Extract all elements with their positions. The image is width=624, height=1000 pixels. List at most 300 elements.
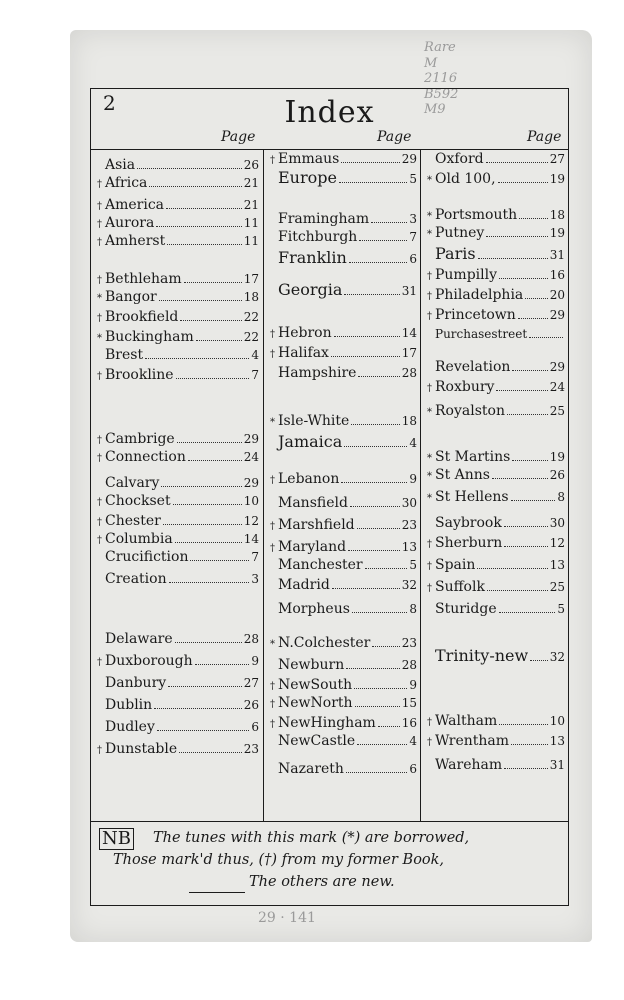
leader-dots (512, 370, 547, 371)
leader-dots (358, 376, 399, 377)
entry-mark: † (270, 543, 275, 554)
entry-page: 19 (549, 226, 565, 240)
entry-name: St Hellens (435, 489, 509, 505)
index-header (91, 86, 568, 147)
entry-name: Cambrige (105, 431, 175, 447)
leader-dots (504, 768, 548, 769)
index-entry (427, 328, 565, 340)
index-entry (427, 308, 565, 322)
entry-mark: * (427, 175, 432, 186)
index-entry (427, 208, 565, 222)
index-entry (270, 734, 417, 748)
entry-name: Europe (278, 168, 337, 187)
entry-page: 16 (401, 716, 417, 730)
entry-mark: † (97, 745, 102, 756)
entry-name: Amherst (105, 233, 166, 249)
leader-dots (332, 588, 400, 589)
entry-mark: † (97, 201, 102, 212)
entry-name: Chockset (105, 493, 171, 509)
entry-page: 31 (549, 248, 565, 262)
entry-mark: † (97, 453, 102, 464)
entry-page: 13 (401, 540, 417, 554)
leader-dots (371, 222, 407, 223)
nb-label: NB (99, 828, 134, 850)
entry-page: 28 (243, 632, 259, 646)
entry-name: Paris (435, 244, 476, 263)
entry-mark: * (270, 639, 275, 650)
index-entry (427, 580, 565, 594)
leader-dots (163, 524, 242, 525)
entry-name: Wrentham (435, 733, 510, 749)
entry-page: 23 (243, 742, 259, 756)
entry-page: 22 (243, 310, 259, 324)
entry-page: 23 (401, 636, 417, 650)
leader-dots (154, 708, 242, 709)
entry-name: Putney (435, 225, 485, 241)
entry-mark: † (97, 179, 102, 190)
index-entry (427, 490, 565, 504)
leader-dots (339, 182, 407, 183)
entry-page: 17 (401, 346, 417, 360)
leader-dots (518, 318, 548, 319)
index-entry (427, 152, 565, 166)
index-entry (427, 380, 565, 394)
entry-mark: † (427, 561, 432, 572)
entry-page: 10 (243, 494, 259, 508)
leader-dots (137, 168, 242, 169)
index-entry (270, 212, 417, 226)
footnote-line-1: The tunes with this mark (*) are borrowed, (153, 830, 470, 846)
index-entry (97, 310, 259, 324)
entry-name: Royalston (435, 403, 505, 419)
leader-dots (507, 414, 548, 415)
index-entry (97, 234, 259, 248)
index-frame (90, 88, 569, 906)
entry-mark: † (427, 383, 432, 394)
entry-page: 32 (401, 578, 417, 592)
entry-page: 11 (243, 234, 259, 248)
bottom-pencil-note: 29 · 141 (258, 910, 316, 926)
leader-dots (478, 258, 548, 259)
entry-page: 6 (409, 252, 417, 266)
entry-mark: † (427, 539, 432, 550)
entry-page: 27 (243, 676, 259, 690)
leader-dots (511, 500, 556, 501)
index-entry (270, 250, 417, 266)
index-entry (97, 550, 259, 564)
entry-name: Sturidge (435, 601, 497, 617)
entry-page: 4 (251, 348, 259, 362)
page-number: 2 (103, 91, 116, 115)
entry-name: Dublin (105, 697, 153, 713)
leader-dots (341, 162, 399, 163)
index-entry (270, 472, 417, 486)
index-entry (97, 698, 259, 712)
entry-mark: † (270, 475, 275, 486)
leader-dots (156, 226, 241, 227)
entry-name: Wareham (435, 757, 503, 773)
index-entry (270, 414, 417, 428)
entry-mark: † (270, 699, 275, 710)
entry-name: Suffolk (435, 579, 485, 595)
entry-name: Delaware (105, 631, 173, 647)
leader-dots (498, 182, 548, 183)
entry-name: Dunstable (105, 741, 178, 757)
index-entry (270, 558, 417, 572)
leader-dots (529, 337, 563, 338)
entry-page: 13 (549, 558, 565, 572)
entry-page: 24 (243, 450, 259, 464)
entry-name: N.Colchester (278, 635, 371, 651)
index-entry (270, 696, 417, 710)
index-entry (97, 176, 259, 190)
leader-dots (486, 236, 547, 237)
entry-page: 18 (401, 414, 417, 428)
entry-page: 8 (409, 602, 417, 616)
leader-dots (499, 724, 547, 725)
entry-name: Manchester (278, 557, 363, 573)
index-entry (427, 226, 565, 240)
entry-page: 10 (549, 714, 565, 728)
entry-page: 14 (243, 532, 259, 546)
entry-mark: † (427, 583, 432, 594)
entry-page: 7 (409, 230, 417, 244)
leader-dots (166, 208, 242, 209)
entry-mark: * (270, 417, 275, 428)
entry-name: Portsmouth (435, 207, 518, 223)
index-entry (97, 654, 259, 668)
index-entry (427, 450, 565, 464)
entry-name: Trinity-new (435, 646, 529, 665)
entry-name: Hampshire (278, 365, 357, 381)
leader-dots (175, 542, 242, 543)
index-entry (270, 152, 417, 166)
entry-name: Duxborough (105, 653, 193, 669)
entry-page: 4 (409, 436, 417, 450)
leader-dots (173, 504, 242, 505)
entry-name: Georgia (278, 280, 343, 299)
entry-name: Maryland (278, 539, 347, 555)
entry-name: Old 100, (435, 171, 496, 187)
leader-dots (477, 568, 547, 569)
entry-page: 29 (401, 152, 417, 166)
index-entry (97, 368, 259, 382)
leader-dots (349, 262, 408, 263)
leader-dots (179, 752, 242, 753)
entry-page: 26 (549, 468, 565, 482)
index-entry (270, 366, 417, 380)
entry-name: Bethleham (105, 271, 182, 287)
entry-mark: † (270, 155, 275, 166)
entry-page: 31 (549, 758, 565, 772)
leader-dots (357, 528, 400, 529)
entry-mark: † (427, 737, 432, 748)
entry-name: Mansfield (278, 495, 348, 511)
entry-mark: * (97, 293, 102, 304)
index-entry (270, 170, 417, 186)
entry-page: 14 (401, 326, 417, 340)
leader-dots (167, 244, 242, 245)
entry-page: 32 (549, 650, 565, 664)
index-entry (97, 330, 259, 344)
entry-page: 20 (549, 288, 565, 302)
index-entry (97, 272, 259, 286)
entry-mark: † (270, 719, 275, 730)
index-entry (270, 578, 417, 592)
library-note-line: Rare (424, 40, 456, 55)
entry-mark: † (97, 435, 102, 446)
entry-page: 24 (549, 380, 565, 394)
entry-name: Waltham (435, 713, 498, 729)
leader-dots (157, 730, 249, 731)
index-entry (97, 198, 259, 212)
entry-page: 5 (557, 602, 565, 616)
library-note-line: B592 (424, 86, 459, 102)
index-entry (270, 346, 417, 360)
entry-name: Creation (105, 571, 167, 587)
entry-name: Sherburn (435, 535, 503, 551)
entry-name: Bangor (105, 289, 157, 305)
index-entry (427, 536, 565, 550)
entry-name: Saybrook (435, 515, 502, 531)
index-entry (427, 714, 565, 728)
leader-dots (331, 356, 400, 357)
leader-dots (512, 460, 547, 461)
entry-mark: † (427, 291, 432, 302)
index-entry (97, 494, 259, 508)
entry-name: Pumpilly (435, 267, 498, 283)
entry-name: Newburn (278, 657, 345, 673)
entry-mark: † (97, 497, 102, 508)
index-entry (270, 434, 417, 450)
entry-mark: † (270, 329, 275, 340)
leader-dots (492, 478, 548, 479)
index-entry (427, 404, 565, 418)
index-entry (97, 158, 259, 172)
entry-page: 6 (251, 720, 259, 734)
entry-name: Nazareth (278, 761, 344, 777)
index-entry (97, 514, 259, 528)
leader-dots (188, 460, 242, 461)
entry-mark: † (270, 521, 275, 532)
index-entry (427, 288, 565, 302)
index-entry (97, 720, 259, 734)
index-entry (97, 676, 259, 690)
leader-dots (351, 424, 399, 425)
entry-name: Dudley (105, 719, 155, 735)
entry-name: Brookfield (105, 309, 179, 325)
leader-dots (352, 612, 407, 613)
index-columns (91, 149, 568, 822)
entry-page: 8 (557, 490, 565, 504)
index-column-3 (420, 150, 569, 822)
entry-page: 29 (243, 476, 259, 490)
leader-dots (168, 686, 242, 687)
leader-dots (354, 688, 407, 689)
column-heading-2: Page (377, 129, 412, 145)
leader-dots (346, 772, 407, 773)
entry-name: Brest (105, 347, 144, 363)
leader-dots (341, 482, 407, 483)
column-heading-3: Page (527, 129, 562, 145)
footnote-line-3: The others are new. (249, 874, 395, 890)
entry-page: 29 (243, 432, 259, 446)
entry-page: 5 (409, 558, 417, 572)
entry-page: 9 (251, 654, 259, 668)
entry-name: Lebanon (278, 471, 340, 487)
leader-dots (159, 300, 242, 301)
entry-name: Oxford (435, 151, 484, 167)
leader-dots (359, 240, 407, 241)
entry-page: 3 (409, 212, 417, 226)
index-entry (270, 518, 417, 532)
entry-mark: † (97, 313, 102, 324)
leader-dots (504, 546, 547, 547)
index-entry (427, 648, 565, 664)
entry-mark: * (427, 229, 432, 240)
entry-page: 9 (409, 678, 417, 692)
entry-page: 7 (251, 550, 259, 564)
index-entry (270, 326, 417, 340)
index-entry (427, 602, 565, 616)
index-entry (427, 268, 565, 282)
entry-name: Princetown (435, 307, 516, 323)
entry-name: Crucifiction (105, 549, 189, 565)
leader-dots (145, 358, 249, 359)
leader-dots (344, 446, 407, 447)
index-entry (270, 678, 417, 692)
entry-name: Hebron (278, 325, 332, 341)
entry-page: 29 (549, 360, 565, 374)
index-entry (97, 476, 259, 490)
entry-name: Calvary (105, 475, 160, 491)
entry-page: 25 (549, 580, 565, 594)
index-column-2 (263, 150, 421, 822)
entry-mark: † (97, 237, 102, 248)
entry-page: 31 (401, 284, 417, 298)
entry-mark: † (97, 219, 102, 230)
leader-dots (180, 320, 241, 321)
entry-name: Spain (435, 557, 476, 573)
index-entry (427, 758, 565, 772)
leader-dots (176, 378, 250, 379)
entry-page: 29 (549, 308, 565, 322)
index-entry (97, 348, 259, 362)
leader-dots (365, 568, 408, 569)
library-note-line: M (424, 55, 438, 71)
footnote-box (91, 821, 568, 906)
entry-page: 18 (243, 290, 259, 304)
index-entry (97, 532, 259, 546)
entry-name: Marshfield (278, 517, 355, 533)
entry-page: 30 (401, 496, 417, 510)
entry-name: NewCastle (278, 733, 356, 749)
index-entry (97, 742, 259, 756)
entry-page: 3 (251, 572, 259, 586)
entry-name: St Martins (435, 449, 511, 465)
leader-dots (525, 298, 547, 299)
entry-mark: † (97, 657, 102, 668)
leader-dots (372, 646, 399, 647)
index-entry (270, 658, 417, 672)
entry-page: 19 (549, 172, 565, 186)
leader-dots (499, 278, 548, 279)
footnote-rule (189, 892, 245, 893)
leader-dots (177, 442, 242, 443)
index-entry (97, 216, 259, 230)
entry-name: NewSouth (278, 677, 353, 693)
leader-dots (511, 744, 548, 745)
entry-page: 30 (549, 516, 565, 530)
index-entry (97, 572, 259, 586)
leader-dots (519, 218, 548, 219)
entry-mark: * (427, 493, 432, 504)
entry-name: Halifax (278, 345, 329, 361)
library-note-line: 2116 (424, 71, 458, 87)
index-column-1 (91, 150, 263, 822)
entry-mark: † (97, 517, 102, 528)
index-entry (427, 558, 565, 572)
entry-name: St Anns (435, 467, 490, 483)
entry-mark: † (427, 271, 432, 282)
entry-page: 16 (549, 268, 565, 282)
entry-page: 5 (409, 172, 417, 186)
index-entry (270, 636, 417, 650)
leader-dots (149, 186, 241, 187)
entry-name: Columbia (105, 531, 173, 547)
leader-dots (344, 294, 399, 295)
entry-name: Danbury (105, 675, 167, 691)
entry-name: Purchasestreet (435, 327, 528, 341)
entry-name: Roxbury (435, 379, 495, 395)
index-entry (270, 540, 417, 554)
entry-page: 9 (409, 472, 417, 486)
leader-dots (175, 642, 242, 643)
index-entry (270, 762, 417, 776)
entry-page: 25 (549, 404, 565, 418)
entry-name: Buckingham (105, 329, 194, 345)
entry-name: Fitchburgh (278, 229, 358, 245)
index-entry (427, 734, 565, 748)
leader-dots (486, 162, 548, 163)
index-entry (270, 282, 417, 298)
entry-name: NewNorth (278, 695, 353, 711)
leader-dots (496, 390, 547, 391)
entry-name: NewHingham (278, 715, 376, 731)
leader-dots (499, 612, 556, 613)
entry-mark: * (427, 407, 432, 418)
entry-mark: * (427, 211, 432, 222)
entry-name: Aurora (105, 215, 155, 231)
leader-dots (530, 660, 548, 661)
index-entry (270, 230, 417, 244)
index-entry (427, 246, 565, 262)
leader-dots (378, 726, 400, 727)
leader-dots (196, 340, 242, 341)
index-entry (270, 602, 417, 616)
library-note-line: M9 (424, 102, 446, 118)
leader-dots (161, 486, 241, 487)
entry-page: 12 (243, 514, 259, 528)
entry-name: Chester (105, 513, 161, 529)
entry-page: 22 (243, 330, 259, 344)
index-entry (427, 360, 565, 374)
leader-dots (346, 668, 400, 669)
entry-mark: * (427, 471, 432, 482)
leader-dots (195, 664, 250, 665)
index-entry (270, 496, 417, 510)
entry-page: 11 (243, 216, 259, 230)
